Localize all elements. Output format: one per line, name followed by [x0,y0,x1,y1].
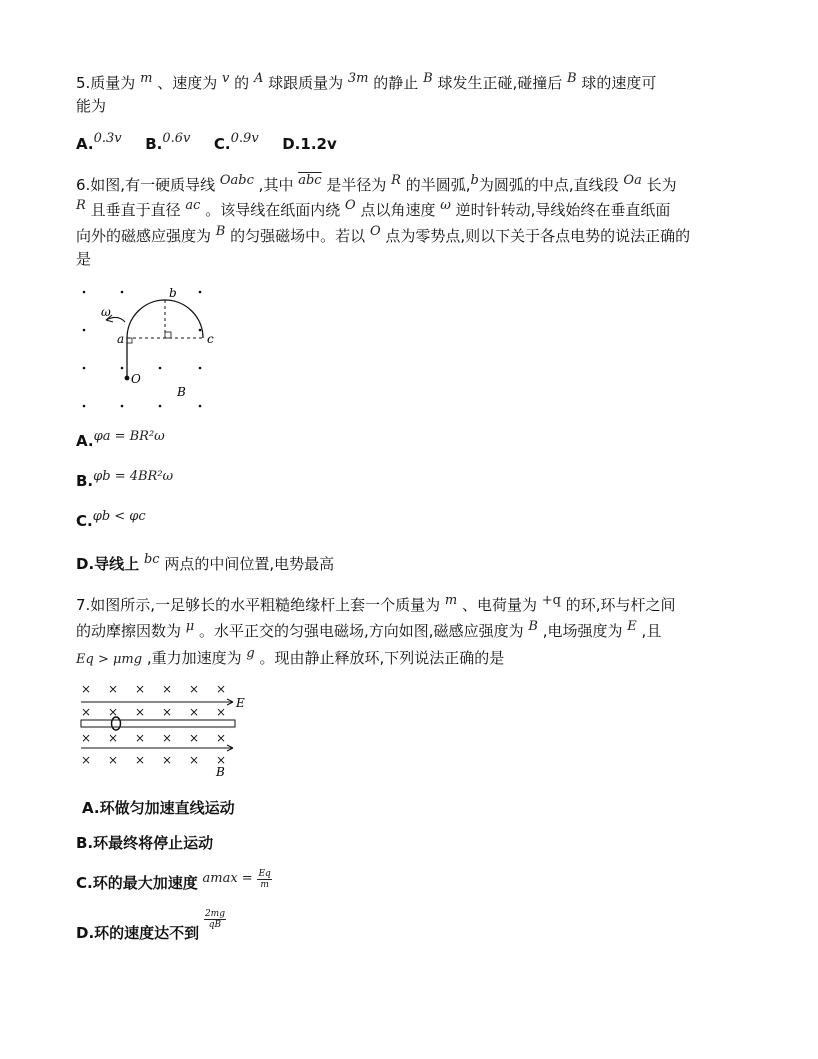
q7-option-c: C.环的最大加速度 amax = $\frac{Eq}{m}$ [76,869,271,892]
svg-text:×: × [81,705,92,719]
field-dot [121,291,124,294]
svg-text:×: × [108,731,119,745]
q7-option-a: A.环做匀加速直线运动 [82,799,235,817]
q6-option-a: A.φa = BR²ω [76,429,165,450]
q5-options: A.0.3v B.0.6v C.0.9v D.1.2v [76,131,337,153]
q6-line1: 6.如图,有一硬质导线 Oabc ,其中 $\overline{abc}$ 是半径为 R 的半圆弧,b为圆弧的中点,直线段 Oa 长为 [76,173,677,194]
fraction-eq-m: $\frac{Eq}{m}$ [258,869,271,890]
q7-line3: Eq > μmg ,重力加速度为 g 。现由静止释放环,下列说法正确的是 [76,646,505,667]
svg-text:×: × [81,753,92,767]
svg-text:×: × [162,682,173,696]
insulating-rod [81,720,235,727]
right-angle-mark [165,332,171,338]
svg-text:×: × [135,705,146,719]
svg-text:×: × [108,753,119,767]
q6-line3: 向外的磁感应强度为 B 的匀强磁场中。若以 O 点为零势点,则以下关于各点电势的说法正确的 [76,224,691,245]
q7-option-b: B.环最终将停止运动 [76,834,214,852]
point-o [125,376,130,381]
svg-text:×: × [189,753,200,767]
label-E: E [236,696,245,710]
q7-figure [75,680,255,780]
svg-text:×: × [162,731,173,745]
label-B: B [177,385,186,399]
label-o: O [131,372,141,386]
svg-text:×: × [108,682,119,696]
q6-option-c: C.φb < φc [76,509,146,530]
svg-text:×: × [81,682,92,696]
field-dot [83,405,86,408]
svg-text:×: × [81,731,92,745]
q6-option-d: D.导线上 bc 两点的中间位置,电势最高 [76,552,335,573]
q7-option-d: D.环的速度达不到 $\frac{2mg}{qB}$ [76,909,225,942]
svg-text:×: × [135,753,146,767]
field-dot [199,405,202,408]
label-a: a [117,332,125,346]
svg-text:×: × [162,705,173,719]
label-B: B [216,765,225,779]
q5-line1: 5.质量为 m 、速度为 v 的 A 球跟质量为 3m 的静止 B 球发生正碰,碰撞后 B 球的速度可 [76,71,657,92]
field-dot [199,291,202,294]
q6-figure [70,282,230,412]
svg-text:×: × [189,682,200,696]
field-dot [159,367,162,370]
label-b: b [169,286,177,300]
svg-text:×: × [135,682,146,696]
svg-text:×: × [216,682,227,696]
q6-line2: R 且垂直于直径 ac 。该导线在纸面内绕 O 点以角速度 ω 逆时针转动,导线始终在垂直纸面 [76,198,671,219]
q6-option-b: B.φb = 4BR²ω [76,469,174,490]
q7-line2: 的动摩擦因数为 μ 。水平正交的匀强电磁场,方向如图,磁感应强度为 B ,电场强度为 E ,且 [76,619,662,640]
field-dot [83,329,86,332]
label-omega: ω [101,305,111,319]
q7-line1: 7.如图所示,一足够长的水平粗糙绝缘杆上套一个质量为 m 、电荷量为 +q 的环,环与杆之间 [76,593,676,614]
svg-text:×: × [216,753,227,767]
right-angle-mark-a [127,338,132,343]
label-c: c [207,332,214,346]
field-dot [83,291,86,294]
q5-line2: 能为 [76,97,107,115]
fraction-2mg-qb: $\frac{2mg}{qB}$ [204,909,225,930]
field-dot [121,367,124,370]
svg-text:×: × [189,731,200,745]
svg-text:×: × [135,731,146,745]
q6-line4: 是 [76,250,92,268]
field-dot [83,367,86,370]
svg-text:×: × [216,705,227,719]
field-dot [199,329,202,332]
svg-text:×: × [216,731,227,745]
svg-text:×: × [189,705,200,719]
svg-text:×: × [162,753,173,767]
svg-text:×: × [108,705,119,719]
field-dot [199,367,202,370]
field-dot [159,405,162,408]
field-dot [121,405,124,408]
